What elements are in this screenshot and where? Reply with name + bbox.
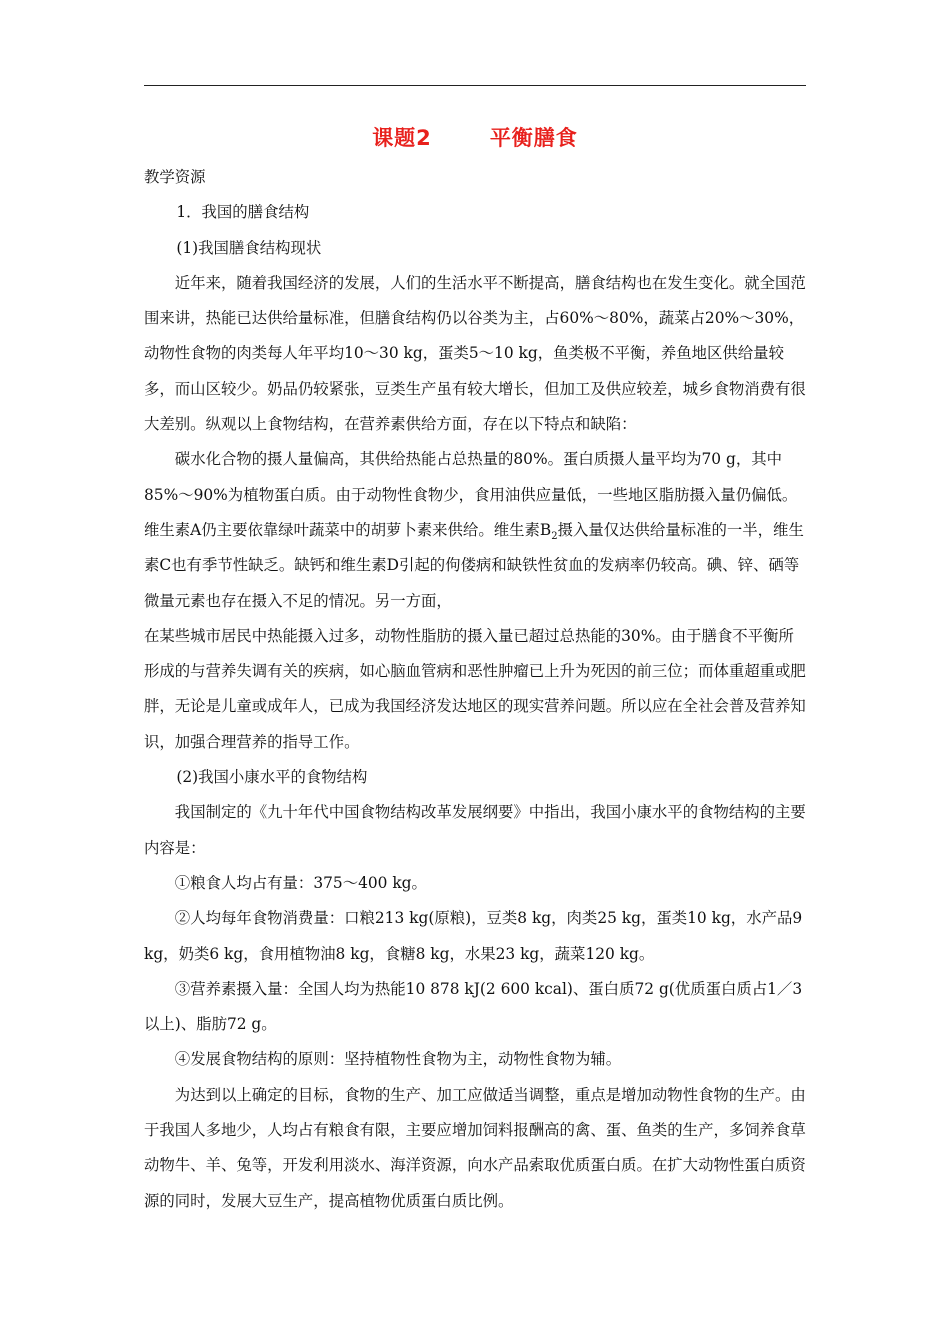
paragraph-5: 为达到以上确定的目标，食物的生产、加工应做适当调整，重点是增加动物性食物的生产。由于我国人多地少，人均占有粮食有限，主要应增加饲料报酬高的禽、蛋、鱼类的生产，多饲养食草动物牛、羊、兔等，开发利用淡水、海洋资源，向水产品索取优质蛋白质。在扩大动物性蛋白质资源的同时，发展大豆生产，提高植物优质蛋白质比例。 (144, 1085, 806, 1210)
heading-1-2: (2)我国小康水平的食物结构 (176, 768, 368, 787)
list-item-1: ①粮食人均占有量：375～400 kg。 (174, 873, 427, 892)
title-topic: 平衡膳食 (489, 126, 578, 150)
section-label: 教学资源 (144, 168, 206, 186)
document-body (144, 160, 806, 1219)
paragraph-3: 在某些城市居民中热能摄入过多，动物性脂肪的摄入量已超过总热能的30%。由于膳食不平衡所形成的与营养失调有关的疾病，如心脑血管病和恶性肿瘤已上升为死因的前三位；而体重超重或肥胖，无论是儿童或成年人，已成为我国经济发达地区的现实营养问题。所以应在全社会普及营养知识，加强合理营养的指导工作。 (144, 626, 806, 751)
list-item-3: ③营养素摄入量：全国人均为热能10 878 kJ(2 600 kcal)、蛋白质72 g(优质蛋白质占1／3以上)、脂肪72 g。 (144, 979, 803, 1034)
heading-1-1: (1)我国膳食结构现状 (176, 238, 322, 257)
header-rule (144, 85, 806, 86)
paragraph-1: 近年来，随着我国经济的发展，人们的生活水平不断提高，膳食结构也在发生变化。就全国范围来讲，热能已达供给量标准，但膳食结构仍以谷类为主，占60%～80%，蔬菜占20%～30%，动物性食物的肉类每人年平均10～30 kg，蛋类5～10 kg，鱼类极不平衡，养鱼地区供给量较多，而山区较少。奶品仍较紧张，豆类生产虽有较大增长，但加工及供应较差，城乡食物消费有很大差别。纵观以上食物结构，在营养素供给方面，存在以下特点和缺陷： (144, 273, 806, 434)
paragraph-2: 碳水化合物的摄人量偏高，其供给热能占总热量的80%。蛋白质摄人量平均为70 g，其中85%～90%为植物蛋白质。由于动物性食物少，食用油供应量低，一些地区脂肪摄入量仍偏低。维生素A仍主要依靠绿叶蔬菜中的胡萝卜素来供给。维生素$B_2$摄入量仅达供给量标准的一半，维生素C也有季节性缺乏。缺钙和维生素D引起的佝偻病和缺铁性贫血的发病率仍较高。碘、锌、硒等微量元素也存在摄入不足的情况。另一方面， (144, 450, 804, 610)
heading-1: 1．我国的膳食结构 (176, 203, 310, 222)
page-title (144, 122, 806, 152)
paragraph-4: 我国制定的《九十年代中国食物结构改革发展纲要》中指出，我国小康水平的食物结构的主要内容是： (144, 803, 806, 857)
list-item-4: ④发展食物结构的原则：坚持植物性食物为主，动物性食物为辅。 (174, 1050, 622, 1069)
title-lesson-number: 课题2 (372, 126, 432, 150)
list-item-2: ②人均每年食物消费量：口粮213 kg(原粮)，豆类8 kg，肉类25 kg，蛋类10 kg，水产品9 kg，奶类6 kg，食用植物油8 kg，食糖8 kg，水果23 kg，蔬菜120 kg。 (144, 909, 803, 963)
